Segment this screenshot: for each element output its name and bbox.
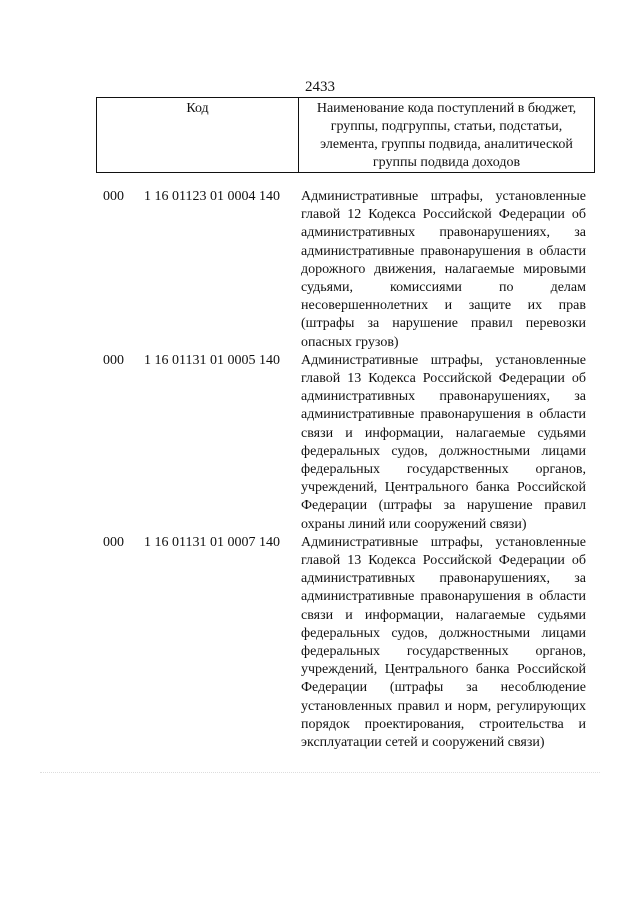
budget-code: 1 16 01123 01 0004 140 — [144, 189, 280, 204]
budget-code: 1 16 01131 01 0007 140 — [144, 534, 280, 550]
list-item — [0, 352, 640, 534]
page-number: 2433 — [305, 79, 335, 95]
list-item — [0, 534, 640, 752]
admin-code: 000 — [103, 534, 124, 550]
header-table — [96, 97, 595, 173]
code-description: Административные штрафы, установленные главой 12 Кодекса Российской Федерации об административных правонарушениях, за административные правонарушения в области дорожного движения, налагаемые мировыми судьями, комиссиями по делам несовершеннолетних и защите их прав (штрафы за нарушение правил перевозки опасных грузов) — [301, 189, 586, 350]
header-name-label: Наименование кода поступлений в бюджет, группы, подгруппы, статьи, подстатьи, элемента, группы подвида, аналитической группы подвида доходов — [299, 98, 595, 173]
scan-noise-divider — [40, 772, 600, 773]
code-description: Административные штрафы, установленные главой 13 Кодекса Российской Федерации об административных правонарушениях, за административные правонарушения в области связи и информации, налагаемые судьями федеральных судов, должностными лицами федеральных государственных органов, учреждений, Центрального банка Российской Федерации (штрафы за нарушение правил охраны линий или сооружений связи) — [301, 352, 586, 532]
admin-code: 000 — [103, 189, 124, 204]
list-item — [0, 188, 640, 352]
code-description: Административные штрафы, установленные главой 13 Кодекса Российской Федерации об административных правонарушениях, за административные правонарушения в области связи и информации, налагаемые судьями федеральных судов, должностными лицами федеральных государственных органов, учреждений, Центрального банка Российской Федерации (штрафы за несоблюдение установленных правил и норм, регулирующих порядок проектирования, строительства и эксплуатации сетей и сооружений связи) — [301, 534, 586, 751]
header-code-label: Код — [97, 98, 299, 173]
admin-code: 000 — [103, 352, 124, 368]
income-codes-list — [0, 188, 640, 752]
budget-code: 1 16 01131 01 0005 140 — [144, 352, 280, 368]
